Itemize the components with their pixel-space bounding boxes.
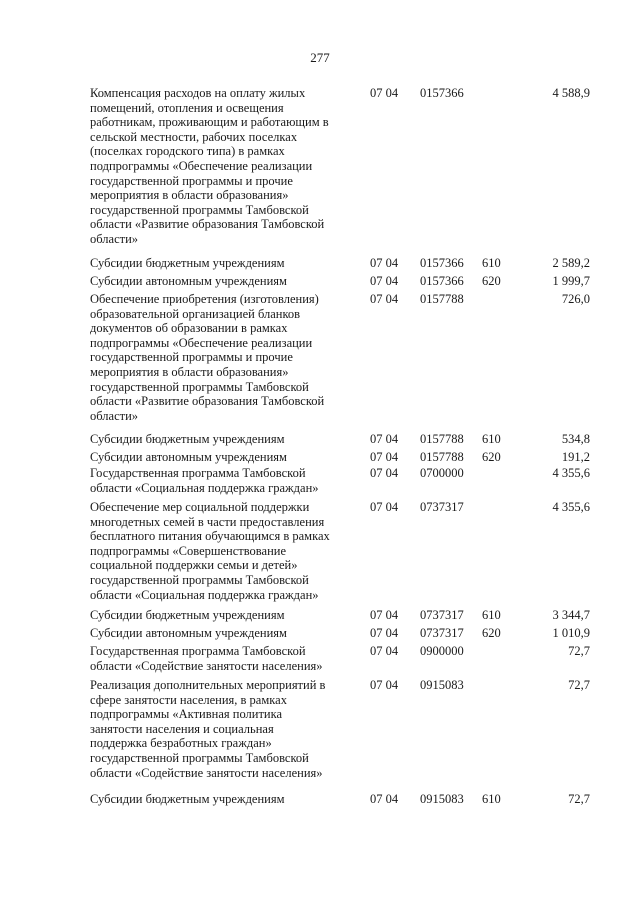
row-amount: 1 010,9 — [552, 626, 590, 640]
row-target-article: 0157788 — [420, 450, 464, 464]
row-section: 07 04 — [370, 274, 399, 288]
row-amount: 72,7 — [568, 678, 590, 692]
row-target-article: 0157366 — [420, 256, 464, 270]
row-target-article: 0157788 — [420, 432, 464, 446]
row-section: 07 04 — [370, 86, 399, 100]
row-name: Реализация дополнительных мероприятий в сфере занятости населения, в рамках подпрограммы «Активная политика занятости населения и социальная поддержка безработных граждан» государственной программы Тамбовской области «Содействие занятости населения» — [90, 678, 326, 780]
row-name: Субсидии бюджетным учреждениям — [90, 256, 285, 270]
row-section: 07 04 — [370, 792, 399, 806]
row-target-article: 0737317 — [420, 500, 464, 514]
row-amount: 534,8 — [561, 432, 590, 446]
table-row — [0, 256, 640, 274]
row-expense-type: 620 — [482, 450, 501, 464]
row-section: 07 04 — [370, 500, 399, 514]
row-name: Субсидии бюджетным учреждениям — [90, 608, 285, 622]
row-name: Субсидии автономным учреждениям — [90, 626, 287, 640]
row-name: Государственная программа Тамбовской области «Содействие занятости населения» — [90, 644, 323, 673]
row-amount: 72,7 — [568, 792, 590, 806]
row-expense-type: 610 — [482, 432, 501, 446]
row-amount: 4 355,6 — [552, 466, 590, 480]
row-name: Субсидии автономным учреждениям — [90, 274, 287, 288]
row-expense-type: 620 — [482, 274, 501, 288]
row-target-article: 0915083 — [420, 792, 464, 806]
row-target-article: 0157788 — [420, 292, 464, 306]
table-row — [0, 274, 640, 292]
row-section: 07 04 — [370, 256, 399, 270]
row-target-article: 0157366 — [420, 274, 464, 288]
row-expense-type: 610 — [482, 608, 501, 622]
row-section: 07 04 — [370, 432, 399, 446]
row-section: 07 04 — [370, 644, 399, 658]
table-row — [0, 678, 640, 792]
row-name: Компенсация расходов на оплату жилых помещений, отопления и освещения работникам, проживающим и работающим в сельской местности, рабочих поселках (поселках городского типа) в рамках подпрограммы «Обеспечение реализации государственной программы и прочие мероприятия в области образования» государственной программы Тамбовской области «Развитие образования Тамбовской области» — [90, 86, 329, 246]
row-amount: 726,0 — [561, 292, 590, 306]
row-expense-type: 610 — [482, 256, 501, 270]
table-row — [0, 466, 640, 500]
row-amount: 1 999,7 — [552, 274, 590, 288]
table-row — [0, 792, 640, 810]
row-name: Субсидии бюджетным учреждениям — [90, 792, 285, 806]
table-row — [0, 626, 640, 644]
row-amount: 72,7 — [568, 644, 590, 658]
table-row — [0, 292, 640, 432]
row-target-article: 0900000 — [420, 644, 464, 658]
row-expense-type: 620 — [482, 626, 501, 640]
table-row — [0, 500, 640, 608]
row-target-article: 0157366 — [420, 86, 464, 100]
row-section: 07 04 — [370, 466, 399, 480]
row-amount: 2 589,2 — [552, 256, 590, 270]
table-row — [0, 644, 640, 678]
row-amount: 3 344,7 — [552, 608, 590, 622]
row-name: Обеспечение приобретения (изготовления) образовательной организацией бланков документов об образовании в рамках подпрограммы «Обеспечение реализации государственной программы и прочие мероприятия в области образования» государственной программы Тамбовской области «Развитие образования Тамбовской области» — [90, 292, 325, 423]
table-row — [0, 86, 640, 254]
row-expense-type: 610 — [482, 792, 501, 806]
row-name: Субсидии бюджетным учреждениям — [90, 432, 285, 446]
row-target-article: 0737317 — [420, 608, 464, 622]
row-amount: 191,2 — [561, 450, 590, 464]
row-section: 07 04 — [370, 292, 399, 306]
page-number: 277 — [310, 50, 330, 65]
row-section: 07 04 — [370, 450, 399, 464]
row-name: Обеспечение мер социальной поддержки многодетных семей в части предоставления бесплатного питания обучающимся в рамках подпрограммы «Совершенствование социальной поддержки семьи и детей» государственной программы Тамбовской области «Социальная поддержка граждан» — [90, 500, 330, 602]
row-target-article: 0737317 — [420, 626, 464, 640]
table-row — [0, 450, 640, 466]
row-amount: 4 355,6 — [552, 500, 590, 514]
row-section: 07 04 — [370, 626, 399, 640]
table-row — [0, 432, 640, 450]
row-section: 07 04 — [370, 608, 399, 622]
table-row — [0, 608, 640, 626]
row-target-article: 0700000 — [420, 466, 464, 480]
row-target-article: 0915083 — [420, 678, 464, 692]
row-section: 07 04 — [370, 678, 399, 692]
row-name: Государственная программа Тамбовской области «Социальная поддержка граждан» — [90, 466, 319, 495]
row-name: Субсидии автономным учреждениям — [90, 450, 287, 464]
row-amount: 4 588,9 — [552, 86, 590, 100]
